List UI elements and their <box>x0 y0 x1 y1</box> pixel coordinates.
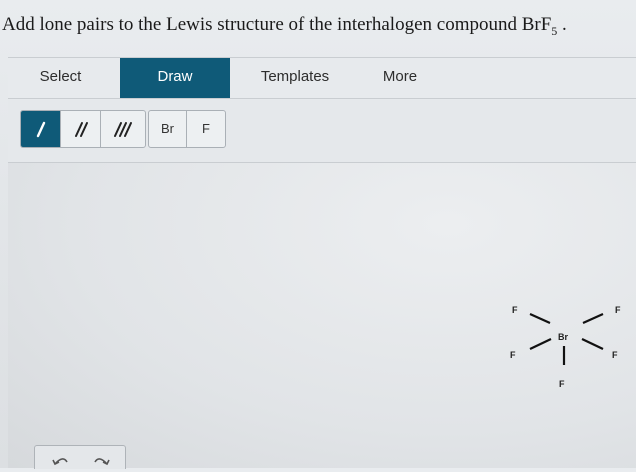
question-text <box>2 14 567 39</box>
question-main: Add lone pairs to the Lewis structure of the interhalogen compound BrF <box>2 14 552 35</box>
atom-br-button[interactable]: Br <box>149 111 187 147</box>
atom-f-top-right[interactable]: F <box>615 305 621 315</box>
bond-br-f-top-left[interactable] <box>530 314 550 323</box>
single-bond-button[interactable] <box>21 111 61 147</box>
tab-select[interactable]: Select <box>39 68 82 85</box>
tab-more[interactable]: More <box>382 68 418 85</box>
bond-tool-group <box>20 110 146 148</box>
atom-f-top-left[interactable]: F <box>512 305 518 315</box>
atom-tool-group <box>148 110 226 148</box>
double-bond-icon <box>61 111 101 147</box>
single-bond-icon <box>21 111 61 147</box>
atom-br-center[interactable]: Br <box>558 332 569 342</box>
redo-icon <box>87 450 117 469</box>
atom-f-bottom-left[interactable]: F <box>510 350 516 360</box>
bond-br-f-bottom-right[interactable] <box>582 339 603 349</box>
draw-toolbar <box>8 100 636 163</box>
drawing-canvas[interactable] <box>8 163 636 468</box>
atom-f-bottom-right[interactable]: F <box>612 350 618 360</box>
atom-f-bottom[interactable]: F <box>559 379 565 389</box>
history-toolbar <box>34 445 126 469</box>
question-suffix: . <box>557 14 567 35</box>
question-subscript: 5 <box>551 23 558 38</box>
double-bond-button[interactable] <box>61 111 101 147</box>
lewis-structure <box>8 163 636 468</box>
tab-draw[interactable]: Draw <box>120 58 230 98</box>
main-toolbar <box>8 57 636 99</box>
bond-br-f-top-right[interactable] <box>583 314 603 323</box>
undo-button[interactable] <box>45 450 75 469</box>
triple-bond-icon <box>101 111 145 147</box>
tab-templates[interactable]: Templates <box>260 68 330 85</box>
triple-bond-button[interactable] <box>101 111 145 147</box>
redo-button[interactable] <box>87 450 117 469</box>
atom-f-button[interactable]: F <box>202 121 210 136</box>
bond-br-f-bottom-left[interactable] <box>530 339 551 349</box>
undo-icon <box>45 450 75 469</box>
